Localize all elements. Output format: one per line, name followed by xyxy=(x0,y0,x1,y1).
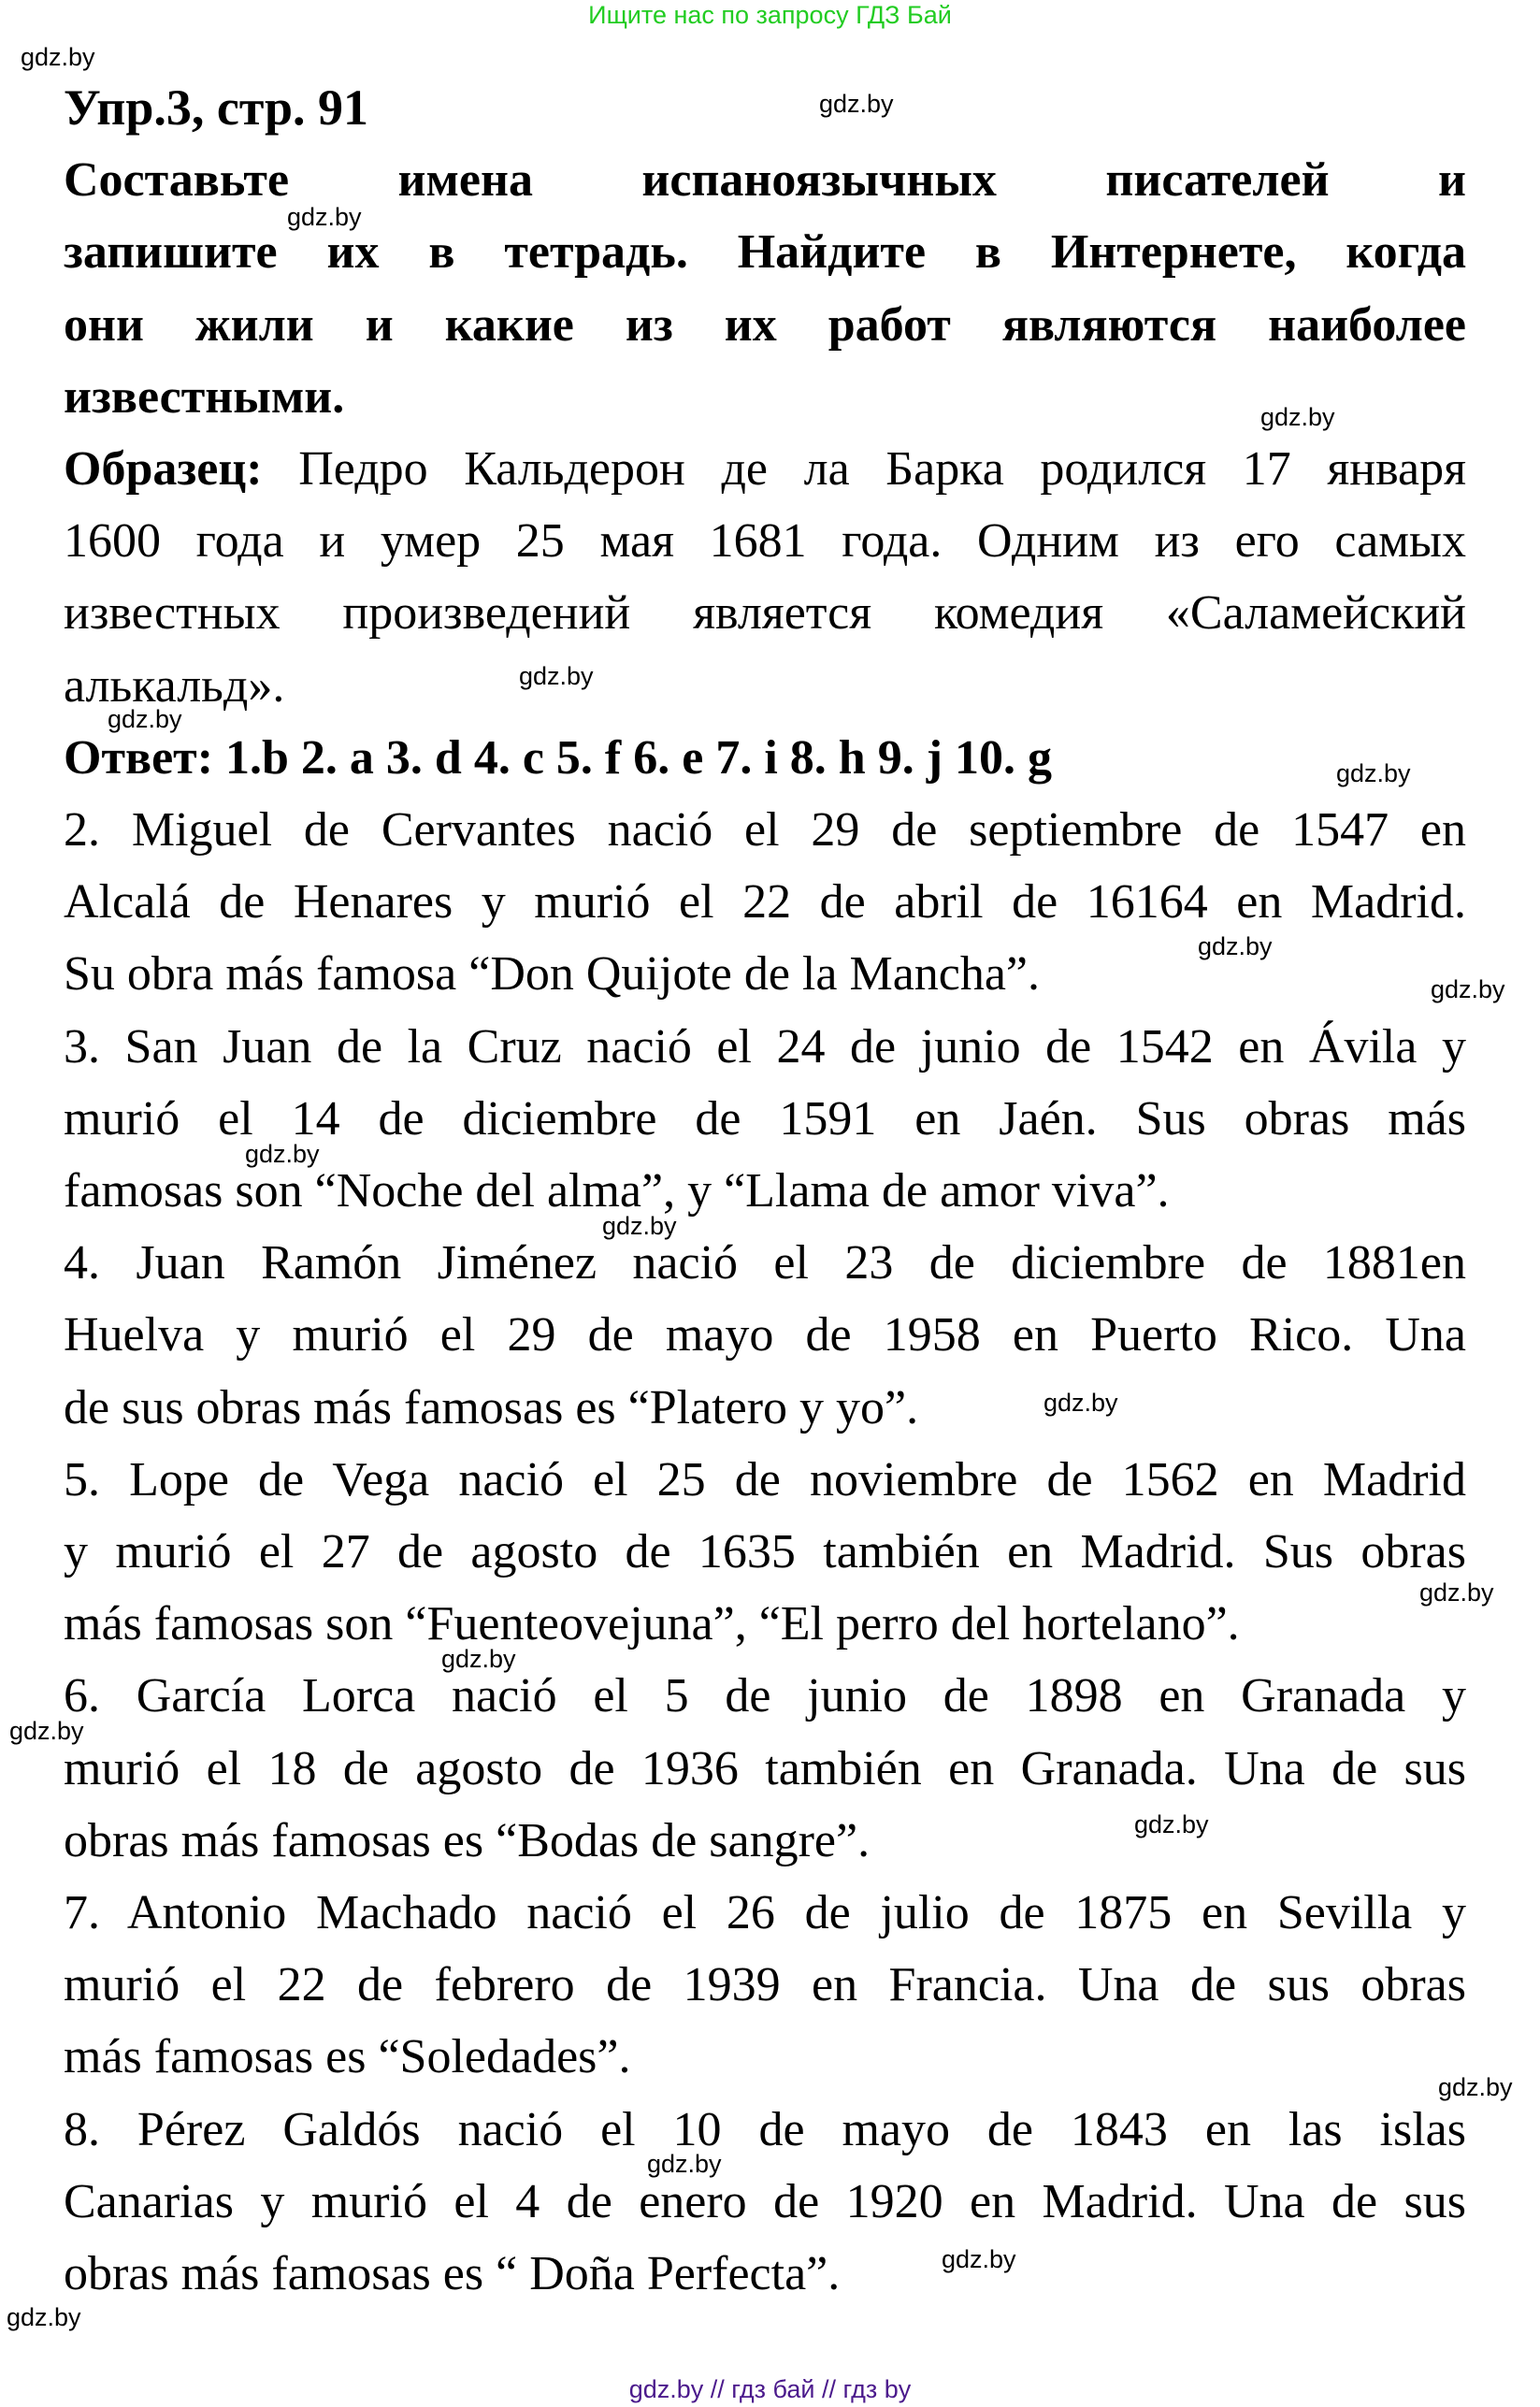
watermark: gdz.by xyxy=(1336,759,1411,787)
text-line: Составьте имена испаноязычных писателей и xyxy=(64,153,1466,208)
text-line: Su obra más famosa “Don Quijote de la Mancha”. xyxy=(64,947,1041,1002)
watermark: gdz.by xyxy=(819,90,894,118)
text-line: obras más famosas es “ Doña Perfecta”. xyxy=(64,2247,841,2300)
text-line: de sus obras más famosas es “Platero y yo”. xyxy=(64,1380,919,1434)
text-line: 8. Pérez Galdós nació el 10 de mayo de 1843 en las islas xyxy=(64,2102,1466,2156)
text-line: obras más famosas es “Bodas de sangre”. xyxy=(64,1813,871,1867)
watermark: gdz.by xyxy=(441,1645,516,1673)
watermark: gdz.by xyxy=(1198,932,1273,960)
watermark: gdz.by xyxy=(519,662,594,690)
text-line: они жили и какие из их работ являются наиболее xyxy=(64,297,1466,352)
text-line: Huelva y murió el 29 de mayo de 1958 en Puerto Rico. Una xyxy=(64,1308,1466,1362)
watermark: gdz.by xyxy=(602,1212,677,1240)
watermark: gdz.by xyxy=(108,705,182,733)
text-line: известных произведений является комедия «Саламейский xyxy=(64,586,1466,641)
watermark: gdz.by xyxy=(1438,2073,1513,2101)
search-hint-banner: Ищите нас по запросу ГДЗ Бай xyxy=(588,1,952,29)
watermark: gdz.by xyxy=(1043,1389,1118,1417)
text-line: запишите их в тетрадь. Найдите в Интернете, когда xyxy=(64,225,1466,280)
text-line: 1600 года и умер 25 мая 1681 года. Одним из его самых xyxy=(64,514,1466,569)
watermark: gdz.by xyxy=(287,203,362,231)
text-line: más famosas es “Soledades”. xyxy=(64,2030,631,2084)
text-line: murió el 22 de febrero de 1939 en Francia. Una de sus obras xyxy=(64,1958,1466,2012)
text-line: алькальд». xyxy=(64,658,285,713)
text-line: 2. Miguel de Cervantes nació el 29 de septiembre de 1547 en xyxy=(64,803,1466,857)
text-line: y murió el 27 de agosto de 1635 también en Madrid. Sus obras xyxy=(64,1525,1466,1578)
watermark: gdz.by xyxy=(21,43,95,71)
sample-text: Педро Кальдерон де ла Барка родился 17 января xyxy=(262,442,1466,496)
text-line: известными. xyxy=(64,369,345,424)
text-line: murió el 14 de diciembre de 1591 en Jaén. Sus obras más xyxy=(64,1091,1466,1146)
sample-label: Образец: xyxy=(64,442,263,496)
footer-links: gdz.by // гдз бай // гдз by xyxy=(628,2375,912,2403)
text-line: 4. Juan Ramón Jiménez nació el 23 de diciembre de 1881en xyxy=(64,1236,1466,1290)
watermark: gdz.by xyxy=(1260,403,1335,431)
text-line: 3. San Juan de la Cruz nació el 24 de junio de 1542 en Ávila y xyxy=(64,1019,1466,1074)
text-line: Alcalá de Henares y murió el 22 de abril de 16164 en Madrid. xyxy=(64,875,1466,930)
watermark: gdz.by xyxy=(7,2303,81,2331)
text-line: Ответ: 1.b 2. a 3. d 4. c 5. f 6. e 7. i 8. h 9. j 10. g xyxy=(64,730,1053,785)
text-line: 5. Lope de Vega nació el 25 de noviembre de 1562 en Madrid xyxy=(64,1452,1466,1506)
text-line: murió el 18 de agosto de 1936 también en Granada. Una de sus xyxy=(64,1741,1466,1795)
text-line: 7. Antonio Machado nació el 26 de julio de 1875 en Sevilla y xyxy=(64,1886,1466,1939)
text-line: famosas son “Noche del alma”, y “Llama de amor viva”. xyxy=(64,1164,1170,1218)
watermark: gdz.by xyxy=(1431,975,1505,1003)
exercise-title: Упр.3, стр. 91 xyxy=(64,79,369,136)
watermark: gdz.by xyxy=(1419,1578,1494,1607)
text-line: 6. García Lorca nació el 5 de junio de 1898 en Granada y xyxy=(64,1669,1466,1723)
watermark: gdz.by xyxy=(1134,1810,1209,1838)
watermark: gdz.by xyxy=(245,1140,320,1168)
watermark: gdz.by xyxy=(9,1717,84,1745)
watermark: gdz.by xyxy=(942,2245,1016,2273)
text-line: Canarias y murió el 4 de enero de 1920 en Madrid. Una de sus xyxy=(64,2174,1466,2228)
text-line xyxy=(64,433,1466,505)
watermark: gdz.by xyxy=(647,2150,722,2178)
text-line: más famosas son “Fuenteovejuna”, “El perro del hortelano”. xyxy=(64,1597,1240,1651)
